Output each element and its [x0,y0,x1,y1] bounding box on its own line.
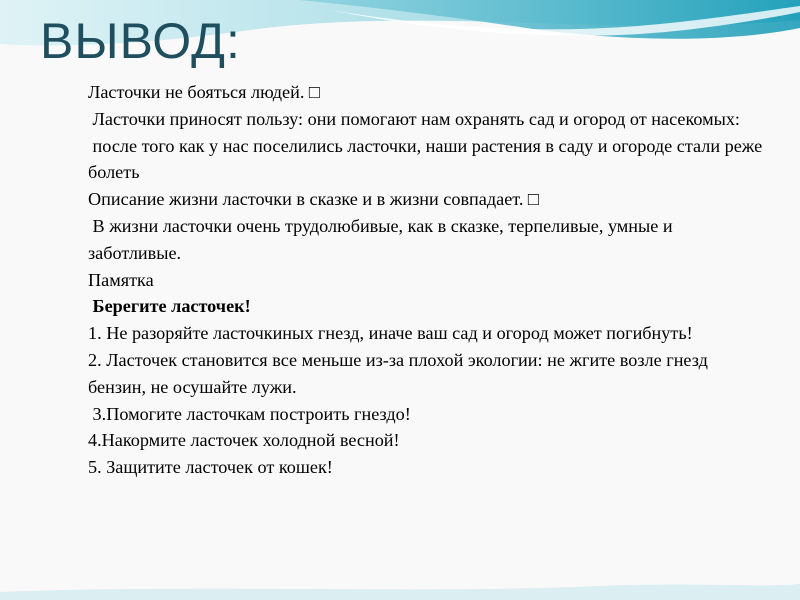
text-line: Описание жизни ласточки в сказке и в жизни совпадает. □ [88,189,539,210]
text-line: Берегите ласточек! [88,296,251,317]
text-line: В жизни ласточки очень трудолюбивые, как в сказке, терпеливые, умные и заботливые. [88,215,678,263]
text-line: 5. Защитите ласточек от кошек! [88,457,333,478]
wave-bottom-light [0,584,800,600]
text-line: Ласточки не бояться людей. □ [88,82,320,102]
text-line: 1. Не разоряйте ласточкиных гнезд, иначе ваш сад и огород может погибнуть! [88,323,693,344]
text-line: Ласточки приносят пользу: они помогают нам охранять сад и огород от насекомых: [88,108,740,129]
text-line: 2. Ласточек становится все меньше из-за плохой экологии: не жгите возле гнезд бензин, не осушайте лужи. [88,349,713,397]
text-line: 3.Помогите ласточкам построить гнездо! [88,403,411,424]
conclusion-text-block [88,79,768,481]
text-line: 4.Накормите ласточек холодной весной! [88,430,400,451]
text-line: Памятка [88,269,154,290]
slide-title: ВЫВОД: [40,13,241,69]
text-line: после того как у нас поселились ласточки, наши растения в саду и огороде стали реже болеть [88,135,767,183]
